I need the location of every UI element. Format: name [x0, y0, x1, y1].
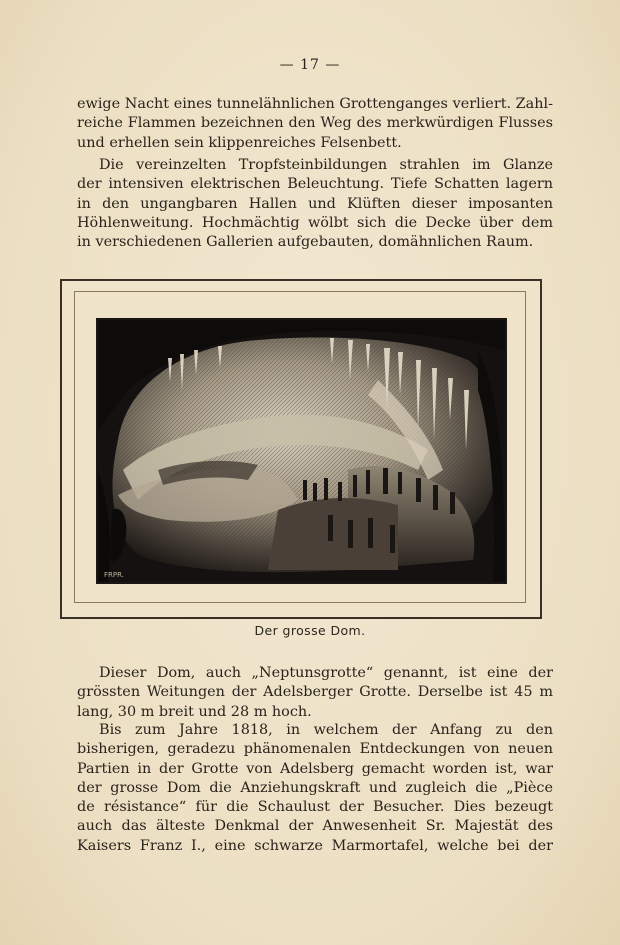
text-line: in den ungangbaren Hallen und Klüften dieser imposanten: [77, 195, 553, 212]
text-line: bisherigen, geradezu phänomenalen Entdeckungen von neuen: [77, 741, 553, 758]
text-line: Die vereinzelten Tropfsteinbildungen strahlen im Glanze: [99, 157, 553, 173]
text-line: in verschiedenen Gallerien aufgebauten, domähnlichen Raum.: [77, 234, 534, 251]
engraver-signature: FRPR.: [104, 571, 124, 579]
paragraph-3: [77, 664, 553, 722]
text-line: Dieser Dom, auch „Neptunsgrotte“ genannt, ist eine der: [99, 665, 553, 681]
text-line: der intensiven elektrischen Beleuchtung. Tiefe Schatten lagern: [77, 176, 553, 193]
text-line: der grosse Dom die Anziehungskraft und zugleich die „Pièce: [77, 779, 553, 796]
text-line: de résistance“ für die Schaulust der Besucher. Dies bezeugt: [77, 799, 553, 816]
paragraph-4: [77, 721, 553, 856]
text-line: lang, 30 m breit und 28 m hoch.: [77, 703, 312, 720]
text-line: ewige Nacht eines tunnelähnlichen Grottenganges verliert. Zahl-: [77, 96, 553, 112]
text-line: Partien in der Grotte von Adelsberg gemacht worden ist, war: [77, 760, 553, 777]
text-line: Höhlenweitung. Hochmächtig wölbt sich die Decke über dem: [77, 214, 553, 231]
text-line: und erhellen sein klippenreiches Felsenbett.: [77, 134, 402, 151]
text-line: auch das älteste Denkmal der Anwesenheit Sr. Majestät des: [77, 818, 553, 835]
paragraph-1: [77, 95, 553, 153]
text-line: reiche Flammen bezeichnen den Weg des merkwürdigen Flusses: [77, 115, 553, 132]
paragraph-2: [77, 156, 553, 252]
cave-illustration: [96, 318, 507, 584]
text-line: Bis zum Jahre 1818, in welchem der Anfang zu den: [99, 722, 553, 738]
text-line: Kaisers Franz I., eine schwarze Marmortafel, welche bei der: [77, 837, 553, 854]
page-number: — 17 —: [279, 57, 341, 73]
text-line: grössten Weitungen der Adelsberger Grotte. Derselbe ist 45 m: [77, 684, 553, 701]
figure-caption: Der grosse Dom.: [254, 623, 366, 638]
